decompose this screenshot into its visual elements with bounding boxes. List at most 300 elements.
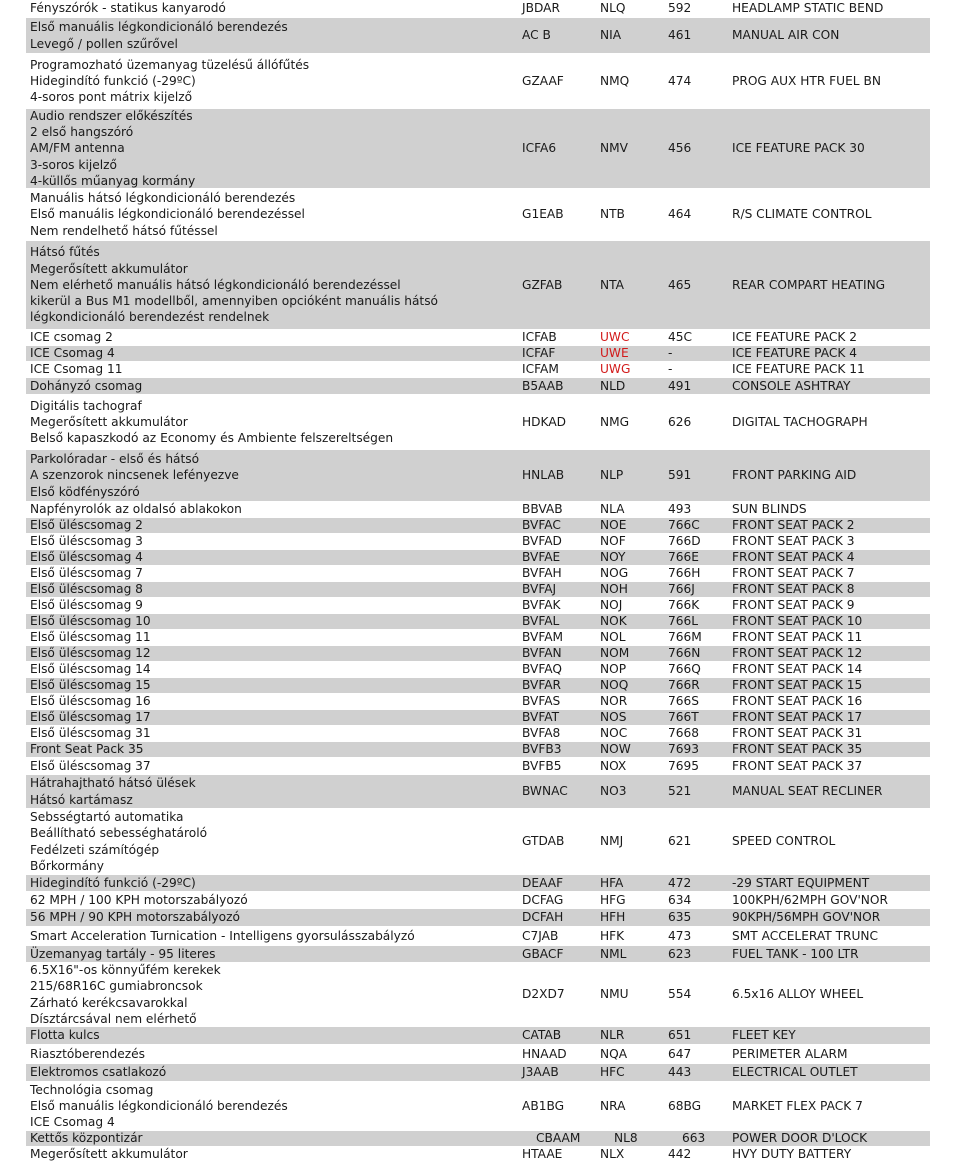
option-name: MARKET FLEX PACK 7 [732, 1098, 863, 1113]
option-code: GZFAB [522, 277, 563, 292]
description-line: Digitális tachograf [30, 398, 142, 413]
feature-code: NOW [600, 742, 631, 757]
description-line: Megerősített akkumulátor [30, 261, 188, 276]
table-row [26, 758, 930, 775]
option-code: G1EAB [522, 207, 564, 222]
description-line: Első üléscsomag 16 [30, 694, 151, 709]
feature-code: HFG [600, 892, 626, 907]
option-code: HNAAD [522, 1046, 567, 1061]
option-code: B5AAB [522, 378, 564, 393]
description-line: Első üléscsomag 7 [30, 566, 143, 581]
description-line: Első manuális légkondicionáló berendezés [30, 1098, 288, 1113]
option-code: AC B [522, 28, 551, 43]
option-name: FRONT SEAT PACK 9 [732, 598, 855, 613]
pack-code: 45C [668, 330, 693, 345]
feature-code: NMG [600, 414, 630, 429]
table-row [26, 1147, 930, 1163]
pack-code: 635 [668, 910, 692, 925]
table-row [26, 241, 930, 330]
pack-code: 647 [668, 1046, 692, 1061]
feature-code: NTA [600, 277, 624, 292]
pack-code: 592 [668, 1, 692, 16]
description-line: Első üléscsomag 31 [30, 726, 151, 741]
option-description [26, 378, 522, 394]
description-line: Első üléscsomag 9 [30, 598, 143, 613]
pack-code: - [668, 362, 673, 377]
description-line: A szenzorok nincsenek lefényezve [30, 468, 239, 483]
description-line: Belső kapaszkodó az Economy és Ambiente felszereltségen [30, 431, 394, 446]
pack-code: - [668, 346, 673, 361]
pack-code: 766Q [668, 662, 701, 677]
description-line: Hidegindító funkció (-29ºC) [30, 875, 196, 890]
feature-code: HFK [600, 928, 625, 943]
table-row [26, 662, 930, 678]
option-code: BVFAE [522, 550, 561, 565]
option-name: FLEET KEY [732, 1028, 796, 1043]
pack-code: 443 [668, 1065, 692, 1080]
description-line: Nem elérhető manuális hátsó légkondicionáló berendezéssel [30, 277, 401, 292]
pack-code: 491 [668, 378, 692, 393]
option-name: REAR COMPART HEATING [732, 277, 886, 292]
pack-code: 766T [668, 710, 699, 725]
option-description [26, 19, 522, 51]
option-name: MANUAL AIR CON [732, 28, 840, 43]
table-row [26, 909, 930, 927]
feature-code: HFA [600, 875, 624, 890]
option-name: ICE FEATURE PACK 4 [732, 346, 858, 361]
option-name: FRONT SEAT PACK 16 [732, 694, 863, 709]
option-description [26, 677, 522, 693]
option-code: GBACF [522, 946, 564, 961]
option-code: AB1BG [522, 1098, 565, 1113]
option-name: SMT ACCELERAT TRUNC [732, 928, 879, 943]
option-description [26, 661, 522, 677]
description-line: 6.5X16"-os könnyűfém kerekek [30, 963, 221, 978]
option-description [26, 57, 522, 106]
feature-code: NQA [600, 1046, 628, 1061]
pack-code: 766M [668, 630, 702, 645]
description-line: Első üléscsomag 12 [30, 646, 151, 661]
option-description [26, 108, 522, 189]
option-name: FRONT SEAT PACK 35 [732, 742, 863, 757]
description-line: Beállítható sebességhatároló [30, 826, 208, 841]
description-line: Első üléscsomag 4 [30, 550, 143, 565]
option-code: BVFB5 [522, 758, 562, 773]
pack-code: 766R [668, 678, 700, 693]
pack-code: 464 [668, 207, 692, 222]
option-code: ICFAB [522, 330, 557, 345]
option-code: BVFAD [522, 534, 562, 549]
feature-code: NOH [600, 582, 628, 597]
pack-code: 634 [668, 892, 692, 907]
option-name: ELECTRICAL OUTLET [732, 1065, 858, 1080]
description-line: AM/FM antenna [30, 141, 125, 156]
feature-code: NOK [600, 614, 627, 629]
table-row [26, 0, 930, 18]
description-line: Dohányzó csomag [30, 378, 143, 393]
pack-code: 7668 [668, 726, 700, 741]
option-description [26, 693, 522, 709]
feature-code: NMJ [600, 834, 624, 849]
option-description [26, 758, 522, 774]
option-description [26, 629, 522, 645]
feature-code: UWC [600, 330, 630, 345]
description-line: Hátsó kartámasz [30, 792, 133, 807]
description-line: Első üléscsomag 10 [30, 614, 151, 629]
option-description [26, 1130, 522, 1146]
table-row [26, 875, 930, 892]
option-code: BBVAB [522, 502, 563, 517]
description-line: Első üléscsomag 37 [30, 758, 151, 773]
feature-code: NLQ [600, 1, 626, 16]
description-line: 4-küllős műanyag kormány [30, 173, 196, 188]
option-code: JBDAR [522, 1, 560, 16]
description-line: Üzemanyag tartály - 95 literes [30, 946, 216, 961]
description-line: Első üléscsomag 15 [30, 678, 151, 693]
option-code: BVFAR [522, 678, 562, 693]
description-line: Front Seat Pack 35 [30, 742, 144, 757]
option-name: ICE FEATURE PACK 11 [732, 362, 865, 377]
description-line: légkondicionáló berendezést rendelnek [30, 310, 270, 325]
feature-code: UWE [600, 346, 629, 361]
option-description [26, 1046, 522, 1062]
option-name: FRONT PARKING AID [732, 468, 857, 483]
option-code: ICFAM [522, 362, 559, 377]
option-code: ICFA6 [522, 141, 557, 156]
option-name: -29 START EQUIPMENT [732, 875, 870, 890]
feature-code: NL8 [614, 1131, 638, 1146]
option-name: FRONT SEAT PACK 14 [732, 662, 863, 677]
description-line: Programozható üzemanyag tüzelésű állófűtés [30, 57, 310, 72]
option-name: CONSOLE ASHTRAY [732, 378, 851, 393]
option-name: FRONT SEAT PACK 12 [732, 646, 863, 661]
description-line: Flotta kulcs [30, 1028, 100, 1043]
option-name: FRONT SEAT PACK 2 [732, 518, 855, 533]
pack-code: 473 [668, 928, 692, 943]
option-code: BVFAT [522, 710, 560, 725]
option-name: R/S CLIMATE CONTROL [732, 207, 872, 222]
description-line: Nem rendelhető hátsó fűtéssel [30, 223, 218, 238]
table-row [26, 710, 930, 726]
table-row [26, 518, 930, 534]
table-row [26, 598, 930, 614]
pack-code: 623 [668, 946, 692, 961]
table-row [26, 378, 930, 395]
description-line: Első üléscsomag 2 [30, 518, 143, 533]
description-line: Első ködfényszóró [30, 484, 140, 499]
feature-code: NO3 [600, 784, 627, 799]
table-row [26, 109, 930, 189]
description-line: Első manuális légkondicionáló berendezés [30, 20, 288, 35]
feature-code: NOY [600, 550, 626, 565]
feature-code: UWG [600, 362, 631, 377]
description-line: 3-soros kijelző [30, 157, 117, 172]
table-row [26, 1131, 930, 1147]
description-line: 4-soros pont mátrix kijelző [30, 90, 193, 105]
feature-code: NOX [600, 758, 627, 773]
description-line: Dísztárcsával nem elérhető [30, 1011, 197, 1026]
description-line: 2 első hangszóró [30, 125, 134, 140]
equipment-options-table [26, 0, 930, 1163]
option-code: BWNAC [522, 784, 568, 799]
option-description [26, 0, 522, 16]
feature-code: HFC [600, 1065, 625, 1080]
table-row [26, 646, 930, 662]
description-line: ICE Csomag 4 [30, 1115, 115, 1130]
table-row [26, 1064, 930, 1082]
pack-code: 766C [668, 518, 700, 533]
feature-code: NIA [600, 28, 622, 43]
description-line: Hátsó fűtés [30, 245, 100, 260]
table-row [26, 330, 930, 346]
option-code: BVFAH [522, 566, 562, 581]
feature-code: NMV [600, 141, 628, 156]
table-row [26, 927, 930, 946]
option-code: HTAAE [522, 1147, 563, 1162]
feature-code: NLP [600, 468, 624, 483]
table-row [26, 566, 930, 582]
feature-code: NOE [600, 518, 627, 533]
option-description [26, 361, 522, 377]
table-row [26, 502, 930, 518]
feature-code: NRA [600, 1098, 626, 1113]
pack-code: 456 [668, 141, 692, 156]
option-description [26, 709, 522, 725]
option-name: ICE FEATURE PACK 2 [732, 330, 858, 345]
description-line: Manuális hátsó légkondicionáló berendezés [30, 191, 296, 206]
description-line: Elektromos csatlakozó [30, 1065, 167, 1080]
option-name: FRONT SEAT PACK 31 [732, 726, 863, 741]
table-row [26, 678, 930, 694]
feature-code: HFH [600, 910, 626, 925]
pack-code: 521 [668, 784, 692, 799]
option-description [26, 398, 522, 447]
option-description [26, 451, 522, 500]
table-row [26, 18, 930, 54]
pack-code: 766K [668, 598, 700, 613]
option-description [26, 597, 522, 613]
description-line: Levegő / pollen szűrővel [30, 36, 178, 51]
description-line: Első manuális légkondicionáló berendezéssel [30, 207, 305, 222]
pack-code: 591 [668, 468, 692, 483]
pack-code: 651 [668, 1028, 692, 1043]
option-name: SUN BLINDS [732, 502, 807, 517]
option-description [26, 581, 522, 597]
option-name: DIGITAL TACHOGRAPH [732, 414, 868, 429]
description-line: Technológia csomag [30, 1082, 154, 1097]
pack-code: 465 [668, 277, 692, 292]
feature-code: NLR [600, 1028, 625, 1043]
option-description [26, 190, 522, 239]
option-code: BVFAQ [522, 662, 562, 677]
option-description [26, 501, 522, 517]
option-name: FRONT SEAT PACK 7 [732, 566, 855, 581]
description-line: Parkolóradar - első és hátsó [30, 452, 200, 467]
option-name: FRONT SEAT PACK 15 [732, 678, 863, 693]
description-line: Napfényrolók az oldalsó ablakokon [30, 502, 242, 517]
table-row [26, 189, 930, 241]
feature-code: NLX [600, 1147, 625, 1162]
option-name: PROG AUX HTR FUEL BN [732, 73, 881, 88]
table-row [26, 1027, 930, 1045]
description-line: Fedélzeti számítógép [30, 842, 160, 857]
pack-code: 766L [668, 614, 699, 629]
option-description [26, 1064, 522, 1080]
option-code: BVFA8 [522, 726, 561, 741]
option-name: 6.5x16 ALLOY WHEEL [732, 987, 864, 1002]
table-row [26, 1045, 930, 1064]
option-code: BVFAM [522, 630, 564, 645]
option-description [26, 533, 522, 549]
description-line: 215/68R16C gumiabroncsok [30, 979, 203, 994]
table-row [26, 534, 930, 550]
option-description [26, 613, 522, 629]
option-description [26, 875, 522, 891]
option-code: DCFAG [522, 892, 564, 907]
feature-code: NOR [600, 694, 628, 709]
description-line: ICE Csomag 11 [30, 362, 123, 377]
option-name: FRONT SEAT PACK 8 [732, 582, 855, 597]
description-line: Első üléscsomag 3 [30, 534, 143, 549]
option-description [26, 962, 522, 1027]
option-name: FRONT SEAT PACK 10 [732, 614, 863, 629]
option-description [26, 565, 522, 581]
feature-code: NML [600, 946, 627, 961]
pack-code: 7695 [668, 758, 700, 773]
feature-code: NOP [600, 662, 627, 677]
feature-code: NOJ [600, 598, 623, 613]
pack-code: 68BG [668, 1098, 702, 1113]
option-code: CBAAM [536, 1131, 581, 1146]
feature-code: NMU [600, 987, 629, 1002]
pack-code: 766H [668, 566, 701, 581]
option-description [26, 946, 522, 962]
option-name: FUEL TANK - 100 LTR [732, 946, 859, 961]
option-code: C7JAB [522, 928, 559, 943]
pack-code: 493 [668, 502, 692, 517]
option-description [26, 775, 522, 807]
option-code: J3AAB [522, 1065, 559, 1080]
table-row [26, 550, 930, 566]
description-line: Sebsségtartó automatika [30, 810, 184, 825]
option-code: BVFB3 [522, 742, 562, 757]
description-line: Hátrahajtható hátsó ülések [30, 776, 196, 791]
pack-code: 663 [682, 1131, 706, 1146]
table-row [26, 963, 930, 1027]
table-row [26, 395, 930, 450]
option-code: BVFAN [522, 646, 562, 661]
feature-code: NLD [600, 378, 626, 393]
feature-code: NOQ [600, 678, 629, 693]
pack-code: 621 [668, 834, 692, 849]
description-line: kikerül a Bus M1 modellből, amennyiben opcióként manuális hátsó [30, 294, 439, 309]
pack-code: 766D [668, 534, 701, 549]
option-code: BVFAJ [522, 582, 557, 597]
description-line: ICE Csomag 4 [30, 346, 115, 361]
description-line: Fényszórók - statikus kanyarodó [30, 1, 226, 16]
pack-code: 442 [668, 1147, 692, 1162]
table-row [26, 450, 930, 502]
description-line: Zárható kerékcsavarokkal [30, 995, 188, 1010]
option-name: MANUAL SEAT RECLINER [732, 784, 883, 799]
option-code: BVFAK [522, 598, 561, 613]
option-description [26, 1146, 522, 1162]
option-name: FRONT SEAT PACK 11 [732, 630, 863, 645]
option-code: DCFAH [522, 910, 564, 925]
option-description [26, 928, 522, 944]
feature-code: NOS [600, 710, 627, 725]
description-line: Első üléscsomag 11 [30, 630, 151, 645]
option-code: HNLAB [522, 468, 565, 483]
option-description [26, 1082, 522, 1131]
pack-code: 626 [668, 414, 692, 429]
table-row [26, 809, 930, 875]
option-description [26, 1027, 522, 1043]
pack-code: 766N [668, 646, 701, 661]
option-description [26, 549, 522, 565]
table-row [26, 54, 930, 109]
pack-code: 474 [668, 73, 692, 88]
option-description [26, 892, 522, 908]
option-name: 100KPH/62MPH GOV'NOR [732, 892, 888, 907]
option-code: ICFAF [522, 346, 556, 361]
option-name: FRONT SEAT PACK 3 [732, 534, 855, 549]
table-row [26, 614, 930, 630]
option-code: DEAAF [522, 875, 564, 890]
table-row [26, 346, 930, 362]
description-line: Audio rendszer előkészítés [30, 109, 193, 123]
feature-code: NOF [600, 534, 626, 549]
feature-code: NOL [600, 630, 626, 645]
table-row [26, 726, 930, 742]
description-line: 62 MPH / 100 KPH motorszabályozó [30, 892, 248, 907]
option-code: BVFAL [522, 614, 560, 629]
table-row [26, 362, 930, 378]
option-code: CATAB [522, 1028, 562, 1043]
option-name: HVY DUTY BATTERY [732, 1147, 852, 1162]
description-line: Első üléscsomag 8 [30, 582, 143, 597]
table-row [26, 1082, 930, 1131]
option-name: FRONT SEAT PACK 17 [732, 710, 863, 725]
option-code: BVFAC [522, 518, 561, 533]
option-description [26, 517, 522, 533]
description-line: Megerősített akkumulátor [30, 414, 188, 429]
table-row [26, 946, 930, 963]
option-name: ICE FEATURE PACK 30 [732, 141, 865, 156]
description-line: Bőrkormány [30, 858, 104, 873]
description-line: 56 MPH / 90 KPH motorszabályozó [30, 910, 240, 925]
feature-code: NLA [600, 502, 625, 517]
pack-code: 766E [668, 550, 699, 565]
option-description [26, 725, 522, 741]
option-description [26, 244, 522, 325]
description-line: Kettős központizár [30, 1131, 143, 1146]
option-code: D2XD7 [522, 987, 565, 1002]
option-description [26, 741, 522, 757]
pack-code: 766J [668, 582, 695, 597]
description-line: Riasztóberendezés [30, 1046, 145, 1061]
description-line: Hidegindító funkció (-29ºC) [30, 73, 196, 88]
option-code: GTDAB [522, 834, 565, 849]
description-line: Első üléscsomag 14 [30, 662, 151, 677]
pack-code: 461 [668, 28, 692, 43]
table-row [26, 775, 930, 809]
table-row [26, 892, 930, 909]
option-description [26, 909, 522, 925]
feature-code: NTB [600, 207, 625, 222]
feature-code: NOG [600, 566, 629, 581]
option-name: PERIMETER ALARM [732, 1046, 848, 1061]
